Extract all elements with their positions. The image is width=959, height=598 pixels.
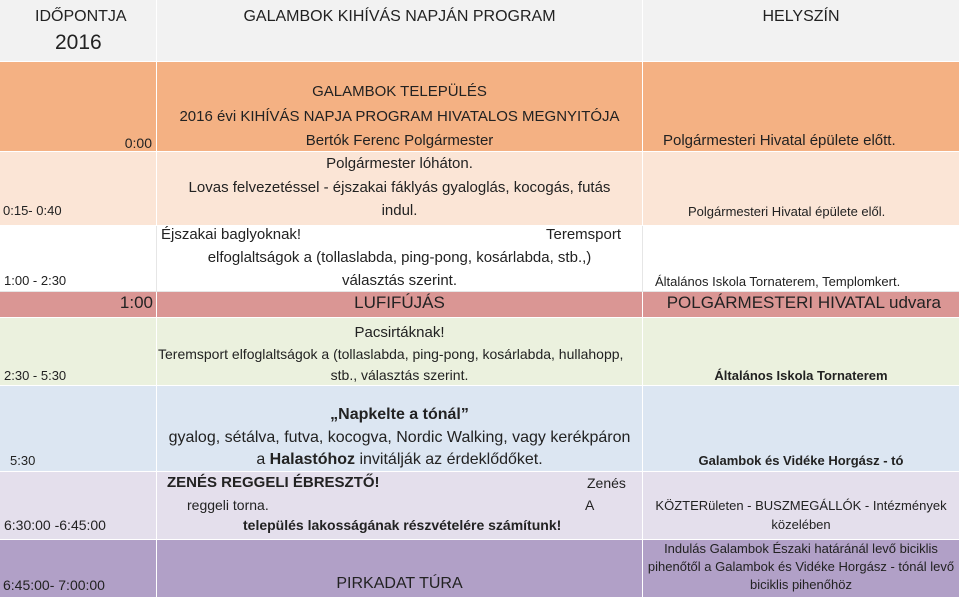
owls-line-1: elfoglaltságok a (tollaslabda, ping-pong, kosárlabda, stb.,) [207,249,592,266]
birds-line-3: stb., választás szerint. [330,367,469,383]
music-location-line-1: KÖZTERületen - BUSZMEGÁLLÓK - Intézmények [655,498,947,513]
opening-time-cell[interactable] [0,62,157,151]
header-time-cell[interactable] [0,0,157,61]
owls-title: Éjszakai baglyoknak! [161,226,302,243]
dawn-time: 6:45:00- 7:00:00 [3,577,105,593]
music-program-cell[interactable] [157,472,643,539]
dawn-program-cell[interactable] [157,540,643,597]
music-title: ZENÉS REGGELI ÉBRESZTŐ! [167,474,380,491]
header-year: 2016 [55,31,102,54]
header-row [0,0,959,62]
owls-location-cell[interactable] [643,226,959,291]
dawn-row [0,540,959,598]
birds-location-cell[interactable] [643,318,959,385]
opening-line-1: GALAMBOK TELEPÜLÉS [312,83,487,100]
sunrise-time-cell[interactable] [0,386,157,471]
owls-location: Általános Iskola Tornaterem, Templomkert. [655,274,901,289]
birds-program-cell[interactable] [157,318,643,385]
header-time-label: IDŐPONTJA [35,8,127,25]
balloons-row [0,292,959,318]
dawn-title: PIRKADAT TÚRA [336,575,463,592]
music-title-suffix: Zenés [587,475,626,491]
dawn-time-cell[interactable] [0,540,157,597]
owls-time-cell[interactable] [0,226,157,291]
balloons-title: LUFIFÚJÁS [354,293,445,312]
sunrise-line-1: gyalog, sétálva, futva, kocogva, Nordic Walking, vagy kerékpáron [168,429,631,446]
birds-line-1: Pacsirtáknak! [354,324,445,341]
sunrise-program-cell[interactable] [157,386,643,471]
music-location-line-2: közelében [771,517,831,532]
balloons-location: POLGÁRMESTERI HIVATAL udvara [666,293,941,312]
balloons-program-cell[interactable] [157,292,643,317]
opening-location-cell[interactable] [643,62,959,151]
opening-location: Polgármesteri Hivatal épülete előtt. [663,132,896,149]
balloons-time: 1:00 [119,293,153,312]
dawn-location-cell[interactable] [643,540,959,597]
dawn-location-line-3: biciklis pihenőhöz [750,577,852,592]
dawn-location-line-2: pihenőtől a Galambok és Vidéke Horgász - tónál levő [647,559,955,574]
sunrise-line-2-prefix: a [256,451,270,468]
balloons-time-cell[interactable] [0,292,157,317]
sunrise-title: „Napkelte a tónál” [330,406,469,423]
sunrise-location-cell[interactable] [643,386,959,471]
opening-line-2: 2016 évi KIHÍVÁS NAPJA PROGRAM HIVATALOS MEGNYITÓJA [179,108,620,125]
riding-line-2: Lovas felvezetéssel - éjszakai fáklyás gyaloglás, kocogás, futás [188,179,611,196]
sunrise-row [0,386,959,472]
balloons-location-cell[interactable] [643,292,959,317]
opening-line-3: Bertók Ferenc Polgármester [305,132,494,149]
sunrise-time: 5:30 [10,453,36,468]
opening-time: 0:00 [124,135,152,151]
riding-location: Polgármesteri Hivatal épülete elől. [688,204,886,219]
riding-program-cell[interactable] [157,152,643,225]
birds-line-2: Teremsport elfoglaltságok a (tollaslabda, ping-pong, kosárlabda, hullahopp, [158,346,624,362]
birds-row [0,318,959,386]
riding-time: 0:15- 0:40 [3,203,62,218]
header-program-cell[interactable] [157,0,643,61]
dawn-location-line-1: Indulás Galambok Északi határánál levő biciklis [664,541,938,556]
riding-line-3: indul. [381,202,418,219]
riding-time-cell[interactable] [0,152,157,225]
music-time-cell[interactable] [0,472,157,539]
header-location-label: HELYSZÍN [762,8,840,25]
riding-line-1: Polgármester lóháton. [326,155,473,172]
opening-program-cell[interactable] [157,62,643,151]
riding-row [0,152,959,226]
sunrise-location: Galambok és Vidéke Horgász - tó [698,453,904,468]
sunrise-line-2-suffix: invitálják az érdeklődőket. [355,451,543,468]
owls-program-cell[interactable] [157,226,643,291]
sunrise-line-2-bold: Halastóhoz [269,451,356,468]
owls-title-suffix: Teremsport [546,226,622,243]
music-location-cell[interactable] [643,472,959,539]
header-location-cell[interactable] [643,0,959,61]
riding-location-cell[interactable] [643,152,959,225]
music-line-2: reggeli torna. [187,497,269,513]
owls-line-2: választás szerint. [341,272,458,289]
music-row [0,472,959,540]
sunrise-line-2 [157,452,642,468]
header-program-label: GALAMBOK KIHÍVÁS NAPJÁN PROGRAM [243,8,556,25]
music-time: 6:30:00 -6:45:00 [4,517,106,533]
birds-location: Általános Iskola Tornaterem [714,368,888,383]
opening-row [0,62,959,152]
music-line-2-suffix: A [585,497,595,513]
birds-time: 2:30 - 5:30 [4,368,67,383]
owls-time: 1:00 - 2:30 [4,273,67,288]
music-line-3: település lakosságának részvételére számítunk! [243,517,562,533]
owls-row [0,226,959,292]
birds-time-cell[interactable] [0,318,157,385]
